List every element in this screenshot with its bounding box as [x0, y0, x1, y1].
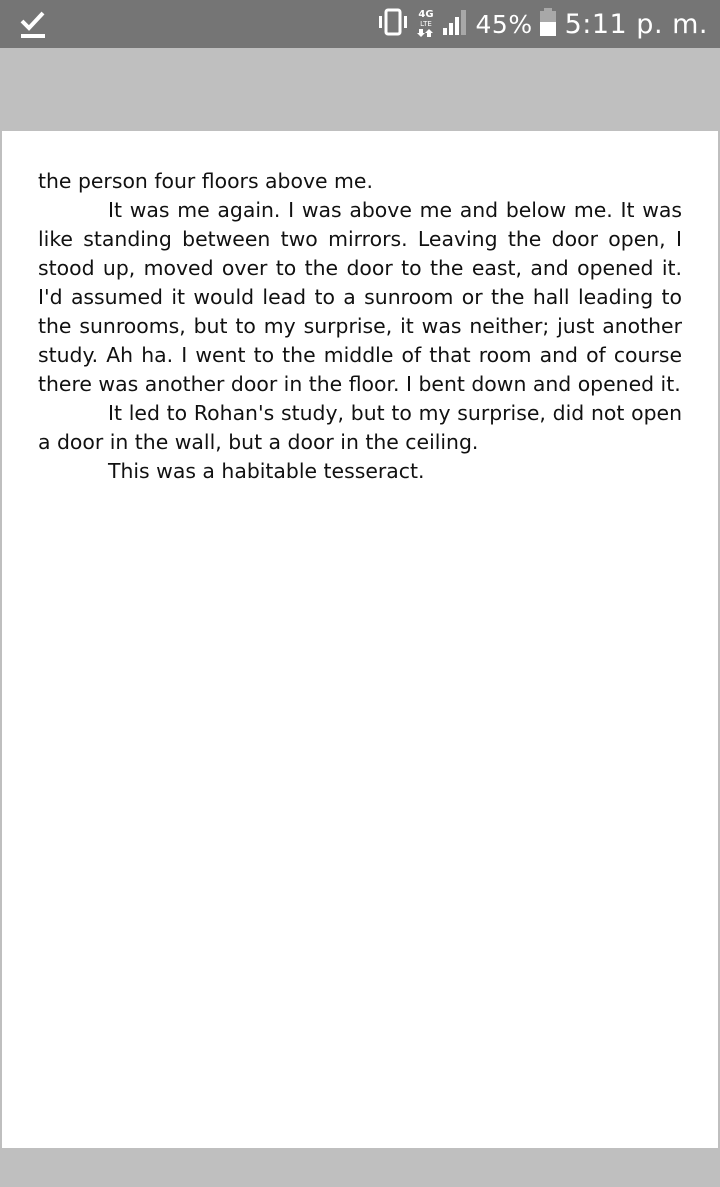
status-icons: [370, 0, 708, 48]
battery-percent: 45%: [475, 9, 533, 39]
battery-icon: [539, 7, 557, 41]
paragraph: It led to Rohan's study, but to my surprise, did not open a door in the wall, but a door in the ceiling.: [38, 401, 682, 454]
bottom-bar: [0, 1148, 720, 1187]
paragraph: This was a habitable tesseract.: [108, 459, 425, 483]
svg-text:LTE: LTE: [419, 20, 432, 28]
reader-toolbar-area: [0, 48, 720, 130]
network-4g-lte-icon: [416, 7, 436, 41]
clock: 5:11 p. m.: [564, 8, 708, 40]
document-page[interactable]: [2, 131, 718, 1148]
status-bar: [0, 0, 720, 48]
signal-strength-icon: [442, 8, 468, 40]
download-complete-icon[interactable]: [18, 8, 48, 40]
vibrate-icon: [376, 8, 410, 40]
svg-text:4G: 4G: [417, 9, 434, 20]
document-text: [38, 167, 682, 486]
paragraph: It was me again. I was above me and below me. It was like standing between two mirrors. Leaving the door open, I stood up, moved over to the door to the east, and opened it. I'd assumed it would lead to a sunroom or the hall leading to the sunrooms, but to my surprise, it was neither; just another study. Ah ha. I went to the middle of that room and of course there was another door in the floor. I bent down and opened it.: [38, 198, 682, 396]
paragraph: the person four floors above me.: [38, 169, 373, 193]
